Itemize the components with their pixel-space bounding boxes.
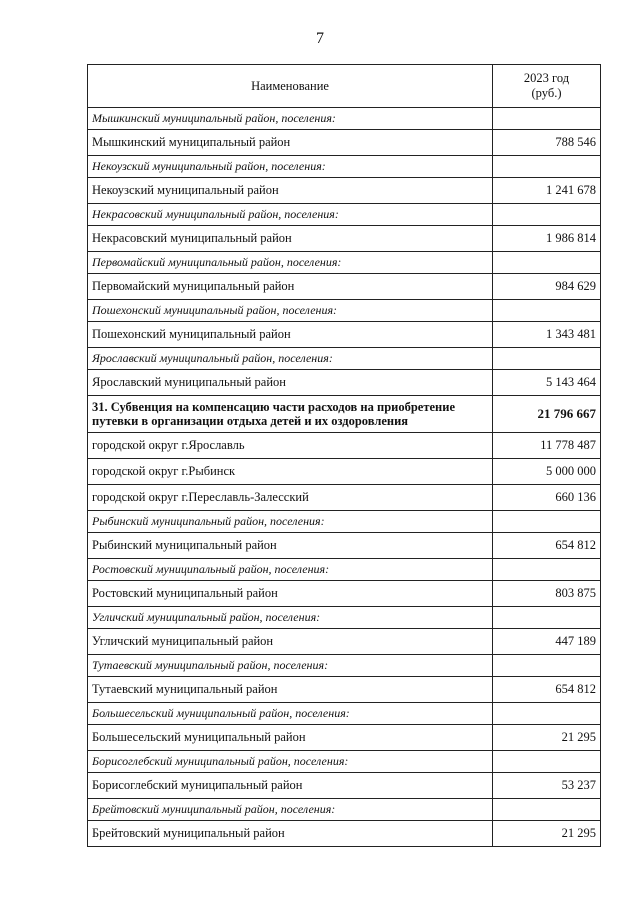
table-row — [88, 773, 601, 799]
table-row — [88, 130, 601, 156]
group-header-row — [88, 300, 601, 322]
group-header-row — [88, 799, 601, 821]
row-value — [493, 655, 601, 677]
row-value — [493, 607, 601, 629]
table-row — [88, 581, 601, 607]
section-row — [88, 396, 601, 433]
row-name: Первомайский муниципальный район — [88, 274, 493, 300]
table-row — [88, 725, 601, 751]
group-header-row — [88, 511, 601, 533]
row-name: Рыбинский муниципальный район, поселения: — [88, 511, 493, 533]
row-name: Борисоглебский муниципальный район — [88, 773, 493, 799]
row-name: Брейтовский муниципальный район — [88, 821, 493, 847]
table-row — [88, 485, 601, 511]
row-value — [493, 799, 601, 821]
row-value: 654 812 — [493, 677, 601, 703]
group-header-row — [88, 655, 601, 677]
row-name: Борисоглебский муниципальный район, поселения: — [88, 751, 493, 773]
row-name: городской округ г.Ярославль — [88, 433, 493, 459]
page-number: 7 — [316, 30, 324, 47]
table-row — [88, 677, 601, 703]
group-header-row — [88, 751, 601, 773]
row-name: Некрасовский муниципальный район, поселения: — [88, 204, 493, 226]
row-value — [493, 348, 601, 370]
group-header-row — [88, 703, 601, 725]
row-value — [493, 511, 601, 533]
row-name: Угличский муниципальный район — [88, 629, 493, 655]
budget-table — [87, 64, 601, 847]
row-name: Ростовский муниципальный район, поселения: — [88, 559, 493, 581]
row-name: Брейтовский муниципальный район, поселения: — [88, 799, 493, 821]
row-value: 11 778 487 — [493, 433, 601, 459]
table-row — [88, 459, 601, 485]
row-value: 21 796 667 — [493, 396, 601, 433]
table-body — [88, 108, 601, 847]
table-row — [88, 821, 601, 847]
row-value — [493, 204, 601, 226]
table-row — [88, 274, 601, 300]
header-year — [493, 65, 601, 108]
row-name: городской округ г.Рыбинск — [88, 459, 493, 485]
group-header-row — [88, 607, 601, 629]
row-value: 803 875 — [493, 581, 601, 607]
row-value — [493, 703, 601, 725]
row-value — [493, 252, 601, 274]
row-value: 53 237 — [493, 773, 601, 799]
row-value: 654 812 — [493, 533, 601, 559]
row-value: 21 295 — [493, 725, 601, 751]
row-value: 984 629 — [493, 274, 601, 300]
row-name: городской округ г.Переславль-Залесский — [88, 485, 493, 511]
table-row — [88, 178, 601, 204]
row-name: Ростовский муниципальный район — [88, 581, 493, 607]
header-name: Наименование — [88, 65, 493, 108]
row-name: Некоузский муниципальный район, поселения: — [88, 156, 493, 178]
row-name: Тутаевский муниципальный район — [88, 677, 493, 703]
row-value — [493, 559, 601, 581]
row-name: 31. Субвенция на компенсацию части расходов на приобретение путевки в организации отдыха детей и их оздоровления — [88, 396, 493, 433]
group-header-row — [88, 348, 601, 370]
row-name: Большесельский муниципальный район, поселения: — [88, 703, 493, 725]
row-value: 5 143 464 — [493, 370, 601, 396]
row-value: 1 343 481 — [493, 322, 601, 348]
row-name: Ярославский муниципальный район, поселения: — [88, 348, 493, 370]
row-value — [493, 156, 601, 178]
row-value: 447 189 — [493, 629, 601, 655]
row-name: Некрасовский муниципальный район — [88, 226, 493, 252]
row-name: Большесельский муниципальный район — [88, 725, 493, 751]
row-name: Мышкинский муниципальный район — [88, 130, 493, 156]
row-value: 21 295 — [493, 821, 601, 847]
table-row — [88, 433, 601, 459]
row-value — [493, 751, 601, 773]
table-row — [88, 322, 601, 348]
row-name: Первомайский муниципальный район, поселения: — [88, 252, 493, 274]
table-row — [88, 533, 601, 559]
row-value: 1 241 678 — [493, 178, 601, 204]
group-header-row — [88, 204, 601, 226]
group-header-row — [88, 252, 601, 274]
group-header-row — [88, 108, 601, 130]
row-value: 1 986 814 — [493, 226, 601, 252]
row-name: Пошехонский муниципальный район, поселения: — [88, 300, 493, 322]
group-header-row — [88, 559, 601, 581]
row-name: Угличский муниципальный район, поселения: — [88, 607, 493, 629]
table-row — [88, 629, 601, 655]
row-name: Рыбинский муниципальный район — [88, 533, 493, 559]
table-header-row — [88, 65, 601, 108]
header-year-unit: (руб.) — [531, 86, 562, 100]
row-name: Некоузский муниципальный район — [88, 178, 493, 204]
table-row — [88, 226, 601, 252]
header-year-label: 2023 год — [523, 71, 570, 85]
row-value: 5 000 000 — [493, 459, 601, 485]
row-value — [493, 108, 601, 130]
row-value: 660 136 — [493, 485, 601, 511]
row-name: Тутаевский муниципальный район, поселения: — [88, 655, 493, 677]
group-header-row — [88, 156, 601, 178]
row-value: 788 546 — [493, 130, 601, 156]
row-name: Пошехонский муниципальный район — [88, 322, 493, 348]
row-value — [493, 300, 601, 322]
row-name: Мышкинский муниципальный район, поселения: — [88, 108, 493, 130]
row-name: Ярославский муниципальный район — [88, 370, 493, 396]
table-row — [88, 370, 601, 396]
